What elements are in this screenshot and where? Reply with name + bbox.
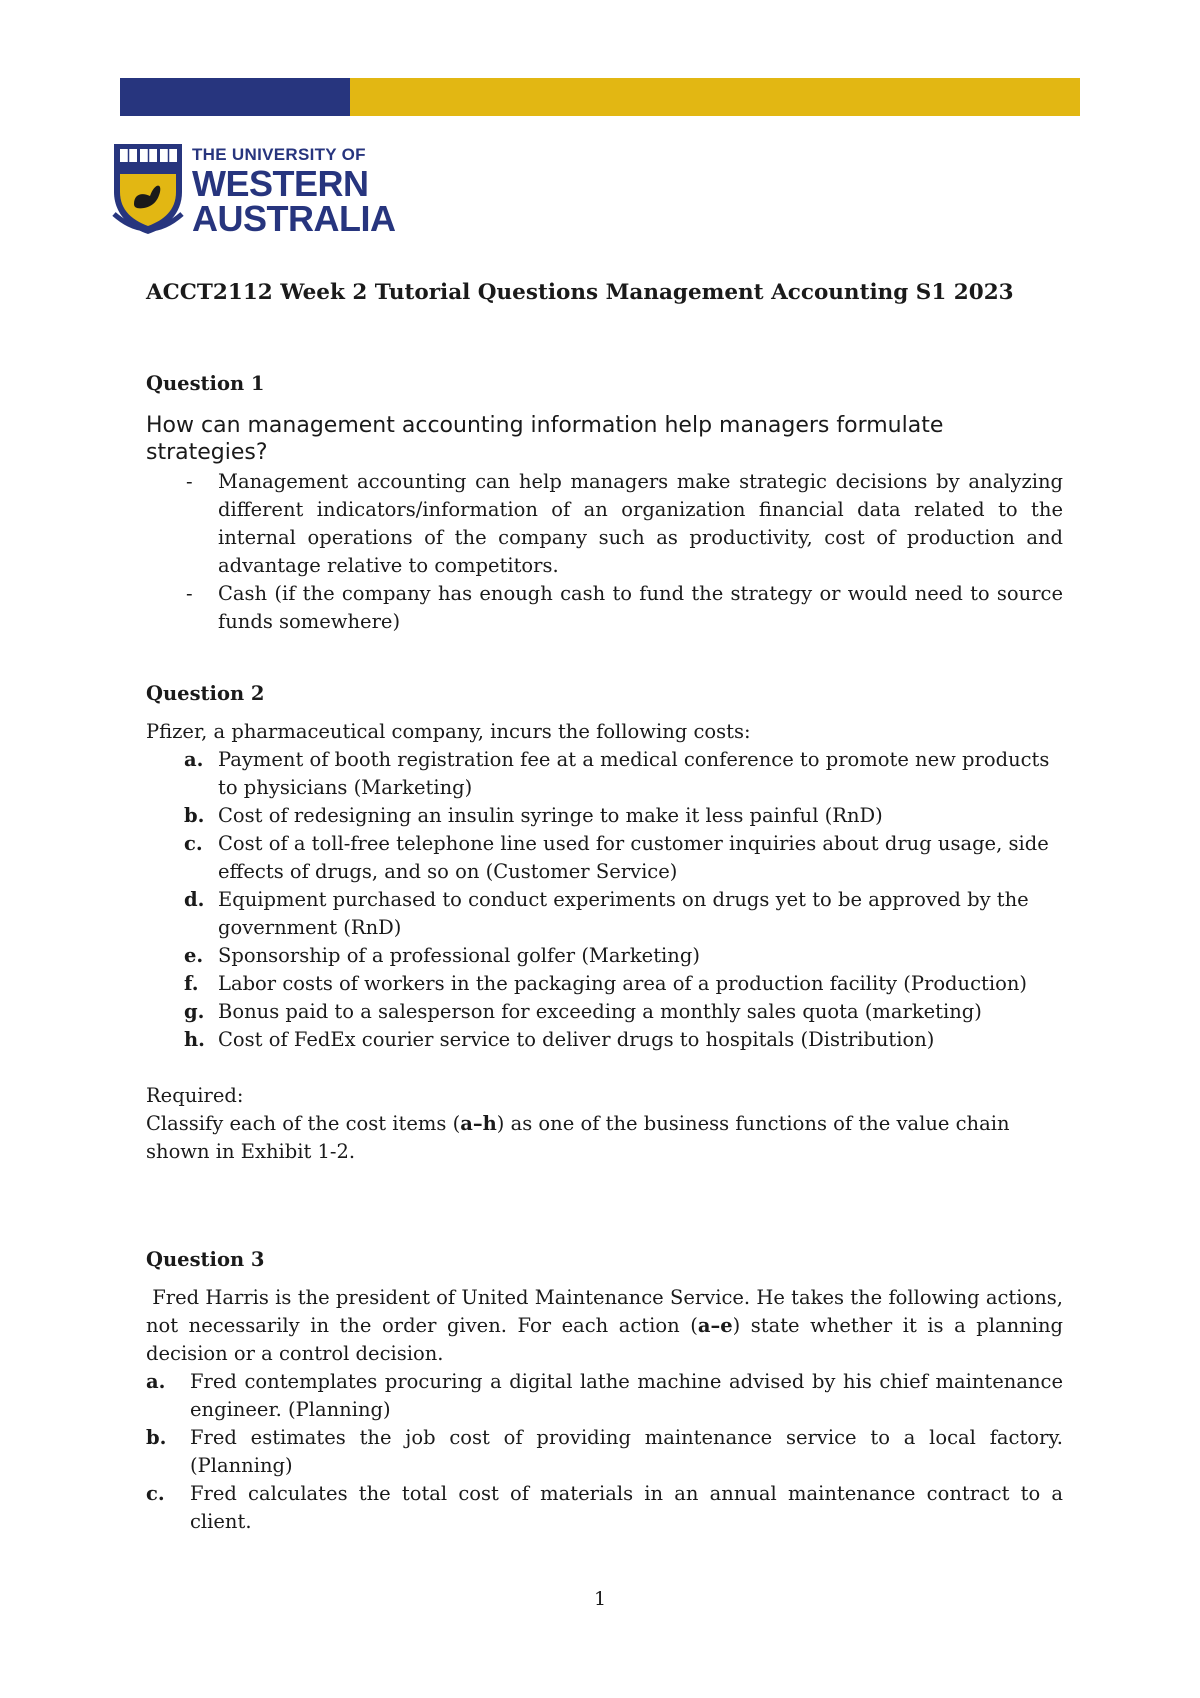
item-text: Cost of a toll-free telephone line used for customer inquiries about drug usage, side effects of drugs, and so on (Customer Service) — [218, 832, 1049, 883]
cost-item — [146, 998, 1063, 1026]
question-1-text: How can management accounting information help managers formulate strategies? — [146, 413, 944, 465]
item-text: Bonus paid to a salesperson for exceeding a monthly sales quota (marketing) — [218, 1000, 982, 1023]
header-band-gold — [350, 78, 1080, 116]
question-1 — [146, 370, 1063, 636]
item-letter: b. — [184, 804, 205, 827]
cost-items-list — [146, 746, 1063, 1054]
answer-item: - Management accounting can help managers make strategic decisions by analyzing different indicators/information of an organization financial data related to the internal operations of the company such as productivity, cost of production and advantage relative to competitors. — [146, 468, 1063, 580]
item-letter: f. — [184, 972, 199, 995]
answer-item: - Cash (if the company has enough cash to fund the strategy or would need to source funds somewhere) — [146, 580, 1063, 636]
action-item — [146, 1368, 1063, 1424]
document-body — [146, 370, 1070, 1536]
logo-line-2: WESTERN — [192, 163, 369, 204]
page-number: 1 — [593, 1588, 607, 1610]
cost-item — [146, 830, 1063, 886]
question-1-heading: Question 1 — [146, 372, 265, 395]
required-range: a–h — [460, 1112, 497, 1135]
logo-line-3: AUSTRALIA — [192, 198, 396, 239]
intro-start: Fred Harris is the president of United Maintenance Service. He takes the following actions, not necessarily in the order given. For each action ( — [146, 1286, 1070, 1337]
item-text: Cost of redesigning an insulin syringe to make it less painful (RnD) — [218, 804, 883, 827]
item-text: Cost of FedEx courier service to deliver drugs to hospitals (Distribution) — [218, 1028, 935, 1051]
item-text: Payment of booth registration fee at a medical conference to promote new products to physicians (Marketing) — [218, 748, 1050, 799]
item-text: Sponsorship of a professional golfer (Marketing) — [218, 944, 700, 967]
logo-line-1: THE UNIVERSITY OF — [192, 145, 366, 164]
intro-range: a–e — [697, 1314, 733, 1337]
cost-item — [146, 886, 1063, 942]
item-letter: d. — [184, 888, 205, 911]
university-crest-icon — [110, 140, 186, 236]
item-letter: b. — [146, 1426, 167, 1449]
item-letter: a. — [146, 1370, 166, 1393]
document-title: ACCT2112 Week 2 Tutorial Questions Management Accounting S1 2023 — [146, 280, 1014, 305]
university-name — [192, 144, 396, 239]
item-text: Equipment purchased to conduct experiments on drugs yet to be approved by the government (RnD) — [218, 888, 1029, 939]
item-text: Fred estimates the job cost of providing maintenance service to a local factory. (Planning) — [190, 1426, 1063, 1477]
item-letter: c. — [146, 1482, 165, 1505]
question-3-heading: Question 3 — [146, 1248, 265, 1271]
item-text: Fred contemplates procuring a digital lathe machine advised by his chief maintenance engineer. (Planning) — [190, 1370, 1063, 1421]
item-letter: g. — [184, 1000, 205, 1023]
actions-list — [146, 1368, 1063, 1536]
required-text-start: Classify each of the cost items ( — [146, 1112, 461, 1135]
cost-item — [146, 970, 1063, 998]
question-1-answers — [146, 468, 1063, 636]
cost-item — [146, 1026, 1063, 1054]
cost-item — [146, 942, 1063, 970]
action-item — [146, 1480, 1063, 1536]
university-logo — [110, 140, 396, 240]
header-band-blue — [120, 78, 350, 116]
item-letter: a. — [184, 748, 204, 771]
required-label: Required: — [146, 1084, 244, 1107]
intro-end: ) state whether it is a planning decision or a control decision. — [146, 1314, 1070, 1365]
required-text-end: ) as one of the business functions of the value chain shown in Exhibit 1-2. — [146, 1112, 1010, 1163]
question-2-heading: Question 2 — [146, 682, 265, 705]
question-3 — [146, 1246, 1070, 1536]
question-2-intro: Pfizer, a pharmaceutical company, incurs the following costs: — [146, 720, 751, 743]
required-text — [146, 1110, 1063, 1166]
question-3-intro — [146, 1284, 1070, 1368]
item-letter: e. — [184, 944, 204, 967]
item-text: Labor costs of workers in the packaging area of a production facility (Production) — [218, 972, 1028, 995]
item-letter: h. — [184, 1028, 205, 1051]
cost-item — [146, 746, 1063, 802]
item-letter: c. — [184, 832, 203, 855]
question-2 — [146, 680, 1063, 1166]
item-text: Fred calculates the total cost of materials in an annual maintenance contract to a client. — [190, 1482, 1063, 1533]
action-item — [146, 1424, 1063, 1480]
cost-item — [146, 802, 1063, 830]
